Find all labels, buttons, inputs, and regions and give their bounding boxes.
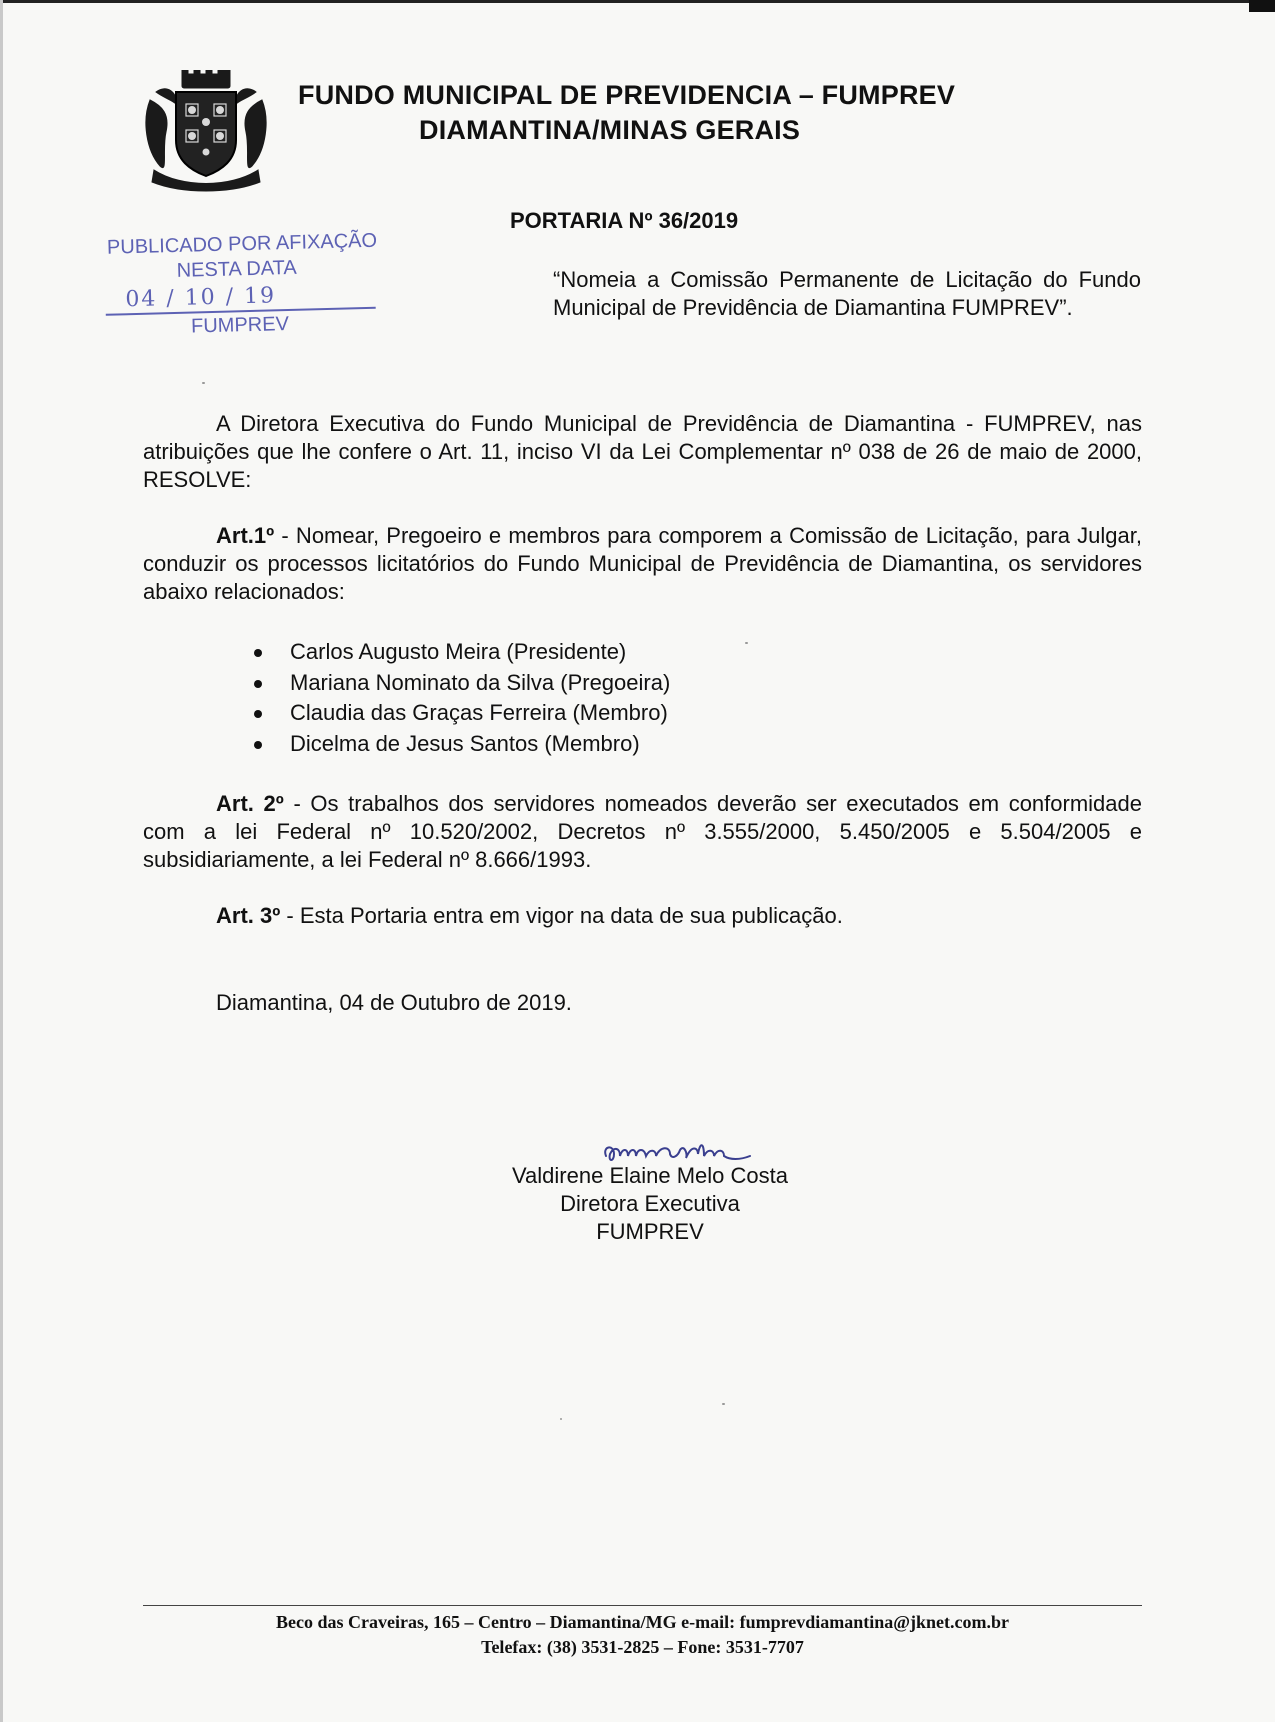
stamp-line-1: PUBLICADO POR AFIXAÇÃO [106, 229, 378, 259]
footer-divider [143, 1605, 1142, 1606]
intro-paragraph: A Diretora Executiva do Fundo Municipal de Previdência de Diamantina - FUMPREV, nas atribuições que lhe confere o Art. 11, inciso VI da Lei Complementar nº 038 de 26 de maio de 2000, RESOLVE: [143, 411, 1142, 492]
scan-speck [560, 1418, 562, 1420]
signatory-block [440, 1162, 860, 1246]
place-and-date: Diamantina, 04 de Outubro de 2019. [216, 990, 572, 1015]
footer [143, 1610, 1142, 1660]
stamp-line-4: FUMPREV [190, 312, 290, 338]
article-3-text: - Esta Portaria entra em vigor na data de sua publicação. [280, 903, 843, 928]
signatory-org: FUMPREV [596, 1219, 704, 1244]
coat-of-arms-icon [142, 70, 270, 192]
ementa: “Nomeia a Comissão Permanente de Licitação do Fundo Municipal de Previdência de Diamantina FUMPREV”. [553, 267, 1141, 320]
footer-address: Beco das Craveiras, 165 – Centro – Diamantina/MG e-mail: fumprevdiamantina@jknet.com.br [275, 1612, 1010, 1632]
scan-speck [202, 382, 205, 384]
article-3 [143, 902, 1142, 930]
article-1-label: Art.1º [216, 523, 275, 548]
scan-speck [722, 1403, 725, 1405]
portaria-number: PORTARIA Nº 36/2019 [510, 208, 739, 233]
article-2 [143, 790, 1142, 874]
article-2-text: - Os trabalhos dos servidores nomeados deverão ser executados em conformidade com a lei Federal nº 10.520/2002, Decretos nº 3.555/2000, 5.450/2005 e 5.504/2005 e subsidiariamente, a lei Federal nº 8.666/1993. [143, 791, 1142, 872]
list-item: Claudia das Graças Ferreira (Membro) [252, 698, 670, 729]
header-subtitle: DIAMANTINA/MINAS GERAIS [419, 115, 801, 145]
scan-speck [745, 642, 748, 644]
list-item: Dicelma de Jesus Santos (Membro) [252, 729, 670, 760]
header-title: FUNDO MUNICIPAL DE PREVIDENCIA – FUMPREV [298, 80, 956, 110]
scan-top-edge [0, 0, 1275, 3]
footer-phones: Telefax: (38) 3531-2825 – Fone: 3531-7707 [481, 1637, 804, 1657]
list-item: Mariana Nominato da Silva (Pregoeira) [252, 668, 670, 699]
article-2-label: Art. 2º [216, 791, 284, 816]
scan-left-edge [0, 0, 3, 1722]
signatory-name: Valdirene Elaine Melo Costa [512, 1163, 788, 1188]
stamp-line-2: NESTA DATA [176, 256, 297, 282]
stamp-handwritten-date: 04 / 10 / 19 [125, 283, 277, 313]
article-1-text: - Nomear, Pregoeiro e membros para comporem a Comissão de Licitação, para Julgar, conduzir os processos licitatórios do Fundo Municipal de Previdência de Diamantina, os servidores abaixo relacionados: [143, 523, 1142, 604]
list-item: Carlos Augusto Meira (Presidente) [252, 637, 670, 668]
article-3-label: Art. 3º [216, 903, 281, 928]
member-list [252, 637, 670, 759]
signatory-role: Diretora Executiva [560, 1191, 740, 1216]
article-1 [143, 522, 1142, 606]
publication-stamp [104, 224, 397, 342]
scan-corner-mark [1249, 0, 1275, 12]
